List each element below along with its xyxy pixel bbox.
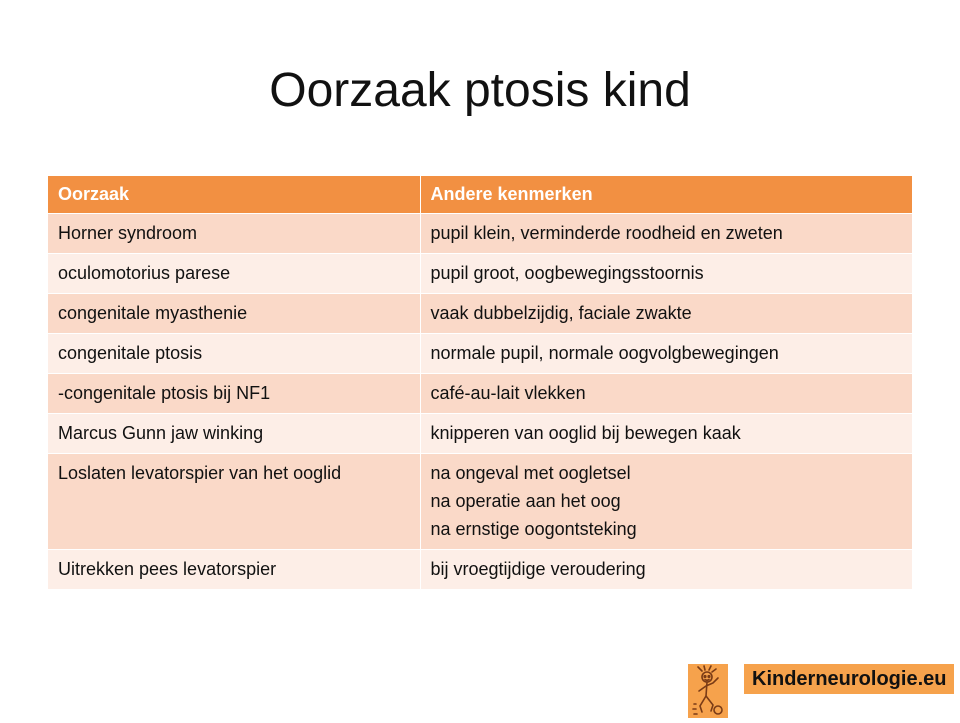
table-row: [48, 414, 912, 454]
cause-cell: oculomotorius parese: [48, 254, 420, 294]
cause-cell: Horner syndroom: [48, 214, 420, 254]
header-cause: Oorzaak: [48, 176, 420, 214]
table-row: [48, 294, 912, 334]
brand-label: Kinderneurologie.eu: [744, 664, 954, 694]
cause-cell: congenitale myasthenie: [48, 294, 420, 334]
cause-cell: Uitrekken pees levatorspier: [48, 550, 420, 590]
features-cell: café-au-lait vlekken: [420, 374, 912, 414]
causes-table: [48, 176, 912, 590]
table-row: [48, 254, 912, 294]
features-cell: [420, 454, 912, 550]
table-row: [48, 374, 912, 414]
table-row: [48, 454, 912, 550]
table-row: [48, 214, 912, 254]
table-row: [48, 550, 912, 590]
cause-cell: Loslaten levatorspier van het ooglid: [48, 454, 420, 550]
cause-cell: -congenitale ptosis bij NF1: [48, 374, 420, 414]
table-header-row: [48, 176, 912, 214]
features-cell: vaak dubbelzijdig, faciale zwakte: [420, 294, 912, 334]
features-cell: pupil groot, oogbewegingsstoornis: [420, 254, 912, 294]
cause-cell: Marcus Gunn jaw winking: [48, 414, 420, 454]
feature-line: na operatie aan het oog: [430, 491, 621, 511]
features-cell: pupil klein, verminderde roodheid en zweten: [420, 214, 912, 254]
feature-line: na ongeval met oogletsel: [430, 463, 631, 483]
cause-cell: congenitale ptosis: [48, 334, 420, 374]
slide-title: Oorzaak ptosis kind: [269, 64, 691, 117]
feature-line: na ernstige oogontsteking: [430, 519, 637, 539]
features-cell: knipperen van ooglid bij bewegen kaak: [420, 414, 912, 454]
child-figure-icon: [688, 664, 728, 718]
child-figure-icon-graphic: [688, 664, 728, 718]
features-cell: normale pupil, normale oogvolgbewegingen: [420, 334, 912, 374]
table-row: [48, 334, 912, 374]
features-cell: bij vroegtijdige veroudering: [420, 550, 912, 590]
header-features: Andere kenmerken: [420, 176, 912, 214]
